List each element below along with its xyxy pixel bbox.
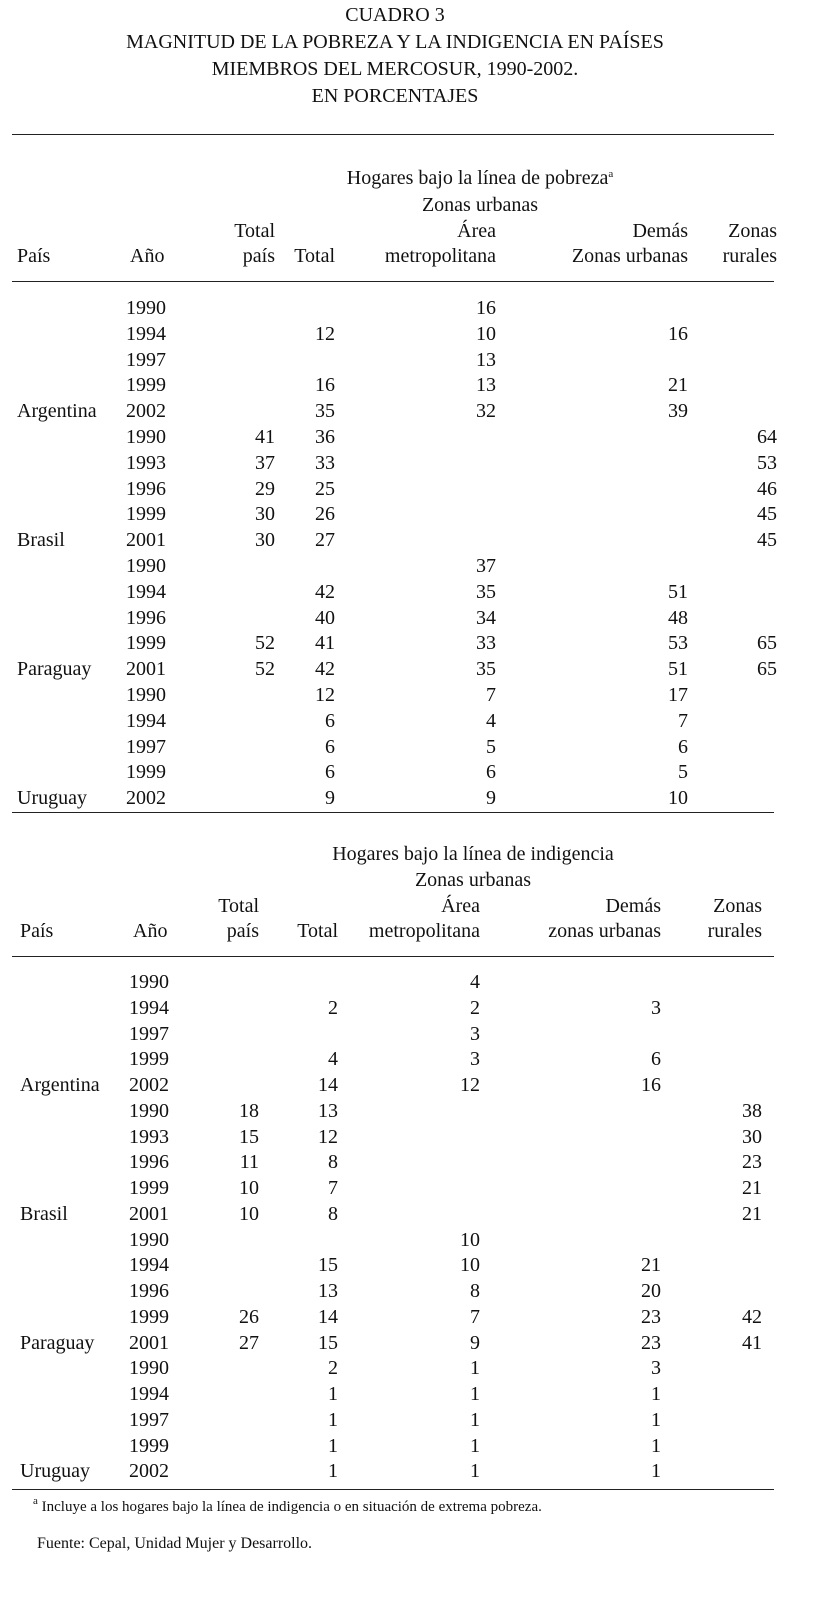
cell-pais: Uruguay [17,787,87,810]
col-header-pais: País [17,245,51,267]
cell-pais: Paraguay [20,1331,95,1354]
cell-ano: 1990 [129,1357,169,1380]
cell-demas-zonas-urbanas: 51 [668,658,688,681]
cell-area-metropolitana: 8 [470,1280,480,1302]
cell-ano: 1990 [126,426,166,448]
cell-total-pais: 10 [239,1202,259,1225]
col-header-zonas-rurales: rurales [707,920,762,942]
cell-total: 25 [315,477,335,500]
cell-ano: 1990 [129,971,169,993]
cell-total-pais: 29 [255,477,275,500]
cell-zonas-rurales: 21 [742,1202,762,1225]
cell-ano: 1999 [126,632,166,655]
col-header-total: Total [297,920,338,942]
col-header-zonas-rurales: Zonas [713,895,762,917]
cell-ano: 1994 [129,1383,169,1405]
col-header-area-metropolitana: Área [441,895,480,917]
cell-area-metropolitana: 13 [476,374,496,397]
col-header-total-pais: país [226,920,259,942]
cell-area-metropolitana: 34 [476,606,496,629]
col-header-area-metropolitana: metropolitana [384,245,496,267]
cell-total: 41 [315,632,335,655]
cell-area-metropolitana: 12 [460,1074,480,1096]
cell-total: 36 [315,426,335,448]
col-header-ano: Año [133,920,168,942]
cell-ano: 2002 [126,400,166,423]
cell-total: 26 [315,503,335,526]
cell-demas-zonas-urbanas: 53 [668,632,688,655]
cell-ano: 2001 [126,658,166,681]
cell-area-metropolitana: 32 [476,400,496,423]
cell-area-metropolitana: 9 [486,787,496,810]
table-title-line: MAGNITUD DE LA POBREZA Y LA INDIGENCIA EN PAÍSES [126,31,664,53]
cell-demas-zonas-urbanas: 20 [641,1280,661,1302]
cell-zonas-rurales: 46 [757,477,777,500]
cell-demas-zonas-urbanas: 5 [678,761,688,784]
cell-total-pais: 26 [239,1305,259,1328]
cell-zonas-rurales: 41 [742,1331,762,1354]
cell-total: 1 [328,1408,338,1431]
footnote-text: Incluye a los hogares bajo la línea de indigencia o en situación de extrema pobreza. [41,1499,542,1515]
cell-total: 1 [328,1434,338,1457]
cell-demas-zonas-urbanas: 21 [641,1254,661,1277]
cell-total: 13 [318,1280,338,1302]
cell-demas-zonas-urbanas: 23 [641,1331,661,1354]
cell-ano: 1993 [129,1125,169,1148]
cell-total-pais: 15 [239,1125,259,1148]
cell-area-metropolitana: 4 [486,709,496,732]
header-rule [12,956,774,957]
cell-ano: 1994 [126,580,166,603]
cell-ano: 1990 [129,1228,169,1251]
cell-area-metropolitana: 9 [470,1331,480,1354]
poverty-heading: Hogares bajo la línea de pobreza$^a$ [346,167,614,189]
cell-total: 40 [315,606,335,629]
table-title-units: EN PORCENTAJES [311,85,479,107]
cell-area-metropolitana: 1 [470,1383,480,1405]
cell-total: 16 [315,374,335,397]
cell-demas-zonas-urbanas: 1 [651,1383,661,1405]
col-header-demas-zonas-urbanas: Demás [605,895,661,917]
cell-pais: Argentina [20,1074,100,1096]
cell-area-metropolitana: 6 [486,761,496,784]
cell-pais: Brasil [17,529,65,552]
table-title-line: MIEMBROS DEL MERCOSUR, 1990-2002. [211,58,579,80]
table-title-number: CUADRO 3 [345,4,445,26]
cell-area-metropolitana: 1 [470,1460,480,1483]
cell-ano: 1997 [126,348,166,371]
cell-ano: 1997 [126,735,166,758]
cell-total: 15 [318,1331,338,1354]
cell-pais: Uruguay [20,1460,90,1483]
footnote [33,1495,542,1516]
cell-zonas-rurales: 65 [757,658,777,681]
cell-ano: 2001 [126,529,166,552]
col-header-area-metropolitana: metropolitana [368,920,480,942]
cell-ano: 2001 [129,1331,169,1354]
col-header-total-pais: país [242,245,275,267]
cell-total: 14 [318,1305,338,1328]
cell-zonas-rurales: 38 [742,1099,762,1122]
cell-total: 8 [328,1151,338,1174]
cell-total: 15 [318,1254,338,1277]
cell-ano: 1997 [129,1022,169,1045]
cell-zonas-rurales: 53 [757,451,777,474]
col-header-demas-zonas-urbanas: Demás [632,220,688,242]
cell-area-metropolitana: 33 [476,632,496,655]
cell-demas-zonas-urbanas: 51 [668,580,688,603]
cell-total: 35 [315,400,335,423]
header-rule [12,281,774,282]
col-header-demas-zonas-urbanas: Zonas urbanas [571,245,688,267]
cell-total: 2 [328,1357,338,1380]
col-header-total-pais: Total [234,220,275,242]
col-header-total: Total [294,245,335,267]
cell-demas-zonas-urbanas: 23 [641,1305,661,1328]
cell-ano: 2002 [126,787,166,810]
cell-ano: 1990 [126,555,166,577]
cell-area-metropolitana: 5 [486,735,496,758]
footnote-marker: a [33,1495,38,1507]
cell-ano: 1999 [129,1048,169,1071]
cell-demas-zonas-urbanas: 21 [668,374,688,397]
cell-demas-zonas-urbanas: 7 [678,709,688,732]
cell-total: 12 [315,684,335,706]
col-header-area-metropolitana: Área [457,220,496,242]
cell-ano: 1993 [126,451,166,474]
cell-ano: 1994 [129,1254,169,1277]
cell-area-metropolitana: 10 [460,1254,480,1277]
cell-total-pais: 37 [255,451,275,474]
cell-zonas-rurales: 45 [757,529,777,552]
cell-total: 8 [328,1202,338,1225]
cell-zonas-rurales: 64 [757,426,777,448]
cell-ano: 1990 [126,684,166,706]
cell-area-metropolitana: 1 [470,1408,480,1431]
cell-total: 14 [318,1074,338,1096]
poverty-subheading: Zonas urbanas [421,194,539,216]
indigence-heading: Hogares bajo la línea de indigencia [332,843,614,865]
cell-area-metropolitana: 10 [476,322,496,345]
cell-demas-zonas-urbanas: 48 [668,606,688,629]
cell-total: 6 [325,735,335,758]
cell-pais: Argentina [17,400,97,423]
cell-area-metropolitana: 1 [470,1357,480,1380]
cell-ano: 2002 [129,1074,169,1096]
cell-ano: 2002 [129,1460,169,1483]
cell-area-metropolitana: 1 [470,1434,480,1457]
footnote-marker: a [608,168,614,180]
cell-total-pais: 52 [255,632,275,655]
cell-total: 1 [328,1383,338,1405]
cell-demas-zonas-urbanas: 10 [668,787,688,810]
col-header-ano: Año [130,245,165,267]
cell-total-pais: 27 [239,1331,259,1354]
cell-area-metropolitana: 2 [470,996,480,1019]
cell-zonas-rurales: 30 [742,1125,762,1148]
cell-total-pais: 41 [255,426,275,448]
cell-demas-zonas-urbanas: 39 [668,400,688,423]
cell-area-metropolitana: 7 [470,1305,480,1328]
cell-total-pais: 52 [255,658,275,681]
cell-demas-zonas-urbanas: 1 [651,1434,661,1457]
cell-total-pais: 30 [255,503,275,526]
bottom-rule [12,1489,774,1490]
cell-total: 4 [328,1048,338,1071]
cell-total-pais: 18 [239,1099,259,1122]
col-header-demas-zonas-urbanas: zonas urbanas [548,920,661,942]
cell-demas-zonas-urbanas: 6 [651,1048,661,1071]
cell-zonas-rurales: 42 [742,1305,762,1328]
section-divider-rule [12,812,774,813]
cell-ano: 1999 [129,1305,169,1328]
cell-ano: 2001 [129,1202,169,1225]
cell-ano: 1996 [126,477,166,500]
cell-total: 6 [325,709,335,732]
col-header-total-pais: Total [218,895,259,917]
cell-demas-zonas-urbanas: 1 [651,1408,661,1431]
cell-area-metropolitana: 10 [460,1228,480,1251]
cell-total-pais: 30 [255,529,275,552]
indigence-subheading: Zonas urbanas [414,869,532,891]
cell-total: 1 [328,1460,338,1483]
cell-demas-zonas-urbanas: 3 [651,996,661,1019]
cell-ano: 1990 [126,297,166,319]
col-header-zonas-rurales: rurales [722,245,777,267]
cell-total-pais: 10 [239,1177,259,1199]
cell-ano: 1999 [126,761,166,784]
cell-ano: 1999 [129,1177,169,1199]
cell-ano: 1999 [126,503,166,526]
cell-area-metropolitana: 3 [470,1022,480,1045]
cell-total: 12 [315,322,335,345]
cell-area-metropolitana: 4 [470,971,480,993]
cell-area-metropolitana: 13 [476,348,496,371]
cell-total: 42 [315,580,335,603]
cell-area-metropolitana: 35 [476,658,496,681]
cell-ano: 1996 [129,1280,169,1302]
cell-total: 42 [315,658,335,681]
cell-total: 33 [315,451,335,474]
cell-zonas-rurales: 21 [742,1177,762,1199]
cell-area-metropolitana: 16 [476,297,496,319]
cell-ano: 1996 [129,1151,169,1174]
cell-zonas-rurales: 65 [757,632,777,655]
col-header-pais: País [20,920,54,942]
cell-total: 2 [328,996,338,1019]
cell-total: 9 [325,787,335,810]
cell-demas-zonas-urbanas: 6 [678,735,688,758]
cell-pais: Brasil [20,1202,68,1225]
cell-ano: 1994 [126,322,166,345]
cell-demas-zonas-urbanas: 3 [651,1357,661,1380]
cell-ano: 1997 [129,1408,169,1431]
cell-pais: Paraguay [17,658,92,681]
cell-total: 6 [325,761,335,784]
cell-demas-zonas-urbanas: 16 [668,322,688,345]
cell-demas-zonas-urbanas: 16 [641,1074,661,1096]
cell-demas-zonas-urbanas: 1 [651,1460,661,1483]
cell-ano: 1999 [129,1434,169,1457]
cell-total: 27 [315,529,335,552]
top-rule [12,134,774,135]
cell-total: 7 [328,1177,338,1199]
cell-ano: 1994 [129,996,169,1019]
cell-total: 12 [318,1125,338,1148]
cell-ano: 1999 [126,374,166,397]
cell-ano: 1994 [126,709,166,732]
cell-demas-zonas-urbanas: 17 [668,684,688,706]
cell-zonas-rurales: 23 [742,1151,762,1174]
cell-area-metropolitana: 35 [476,580,496,603]
cell-total-pais: 11 [239,1151,259,1174]
source-note: Fuente: Cepal, Unidad Mujer y Desarrollo. [37,1535,313,1552]
col-header-zonas-rurales: Zonas [728,220,777,242]
cell-area-metropolitana: 37 [476,555,496,577]
cell-area-metropolitana: 3 [470,1048,480,1071]
cell-ano: 1996 [126,606,166,629]
cell-area-metropolitana: 7 [486,684,496,706]
cell-ano: 1990 [129,1099,169,1122]
cell-zonas-rurales: 45 [757,503,777,526]
cell-total: 13 [318,1099,338,1122]
